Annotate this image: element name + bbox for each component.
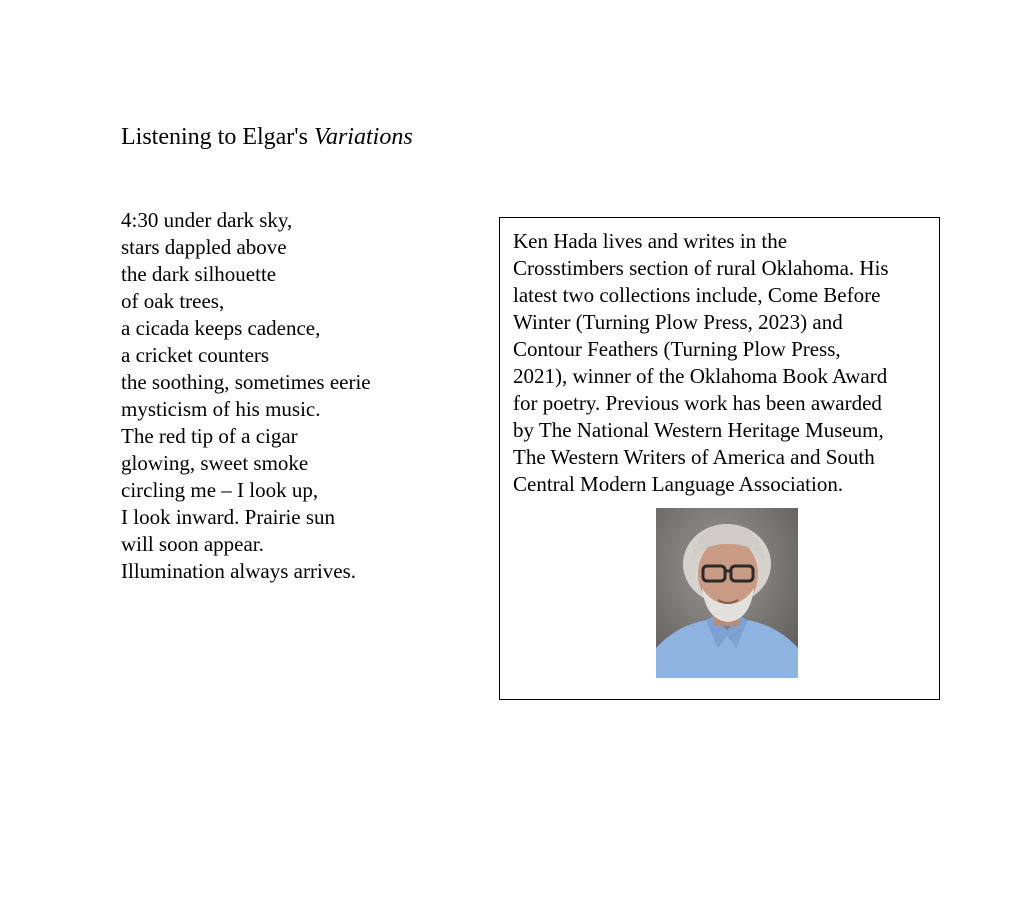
poem-title-text: Listening to Elgar's	[121, 124, 314, 150]
poem-line: mysticism of his music.	[121, 397, 321, 421]
bio-line: Crosstimbers section of rural Oklahoma. His	[513, 256, 889, 280]
poem-title-italic: Variations	[313, 124, 413, 150]
bio-line: for poetry. Previous work has been awarded	[513, 391, 882, 415]
poem-line: will soon appear.	[121, 532, 264, 556]
poem-line: stars dappled above	[121, 235, 287, 259]
bio-line: Winter (Turning Plow Press, 2023) and	[513, 310, 843, 334]
bio-line: Ken Hada lives and writes in the	[513, 229, 788, 253]
poem-line: of oak trees,	[121, 289, 225, 313]
author-bio-text	[513, 228, 937, 498]
poem-line: I look inward. Prairie sun	[121, 505, 336, 529]
poem-line: glowing, sweet smoke	[121, 451, 309, 475]
bio-line: Contour Feathers (Turning Plow Press,	[513, 337, 841, 361]
bio-line: by The National Western Heritage Museum,	[513, 418, 884, 442]
poem-line: a cicada keeps cadence,	[121, 316, 321, 340]
poem-body	[121, 207, 371, 585]
poem-line: a cricket counters	[121, 343, 270, 367]
bio-line: 2021), winner of the Oklahoma Book Award	[513, 364, 888, 388]
bio-line: latest two collections include, Come Before	[513, 283, 881, 307]
author-bio-box	[499, 217, 940, 700]
author-portrait-icon	[656, 508, 798, 678]
poem-title	[121, 122, 413, 152]
poem-line: the soothing, sometimes eerie	[121, 370, 371, 394]
poem-line: Illumination always arrives.	[121, 559, 357, 583]
poem-line: the dark silhouette	[121, 262, 277, 286]
poem-line: circling me – I look up,	[121, 478, 319, 502]
author-photo	[656, 508, 798, 678]
bio-line: The Western Writers of America and South	[513, 445, 875, 469]
poem-line: 4:30 under dark sky,	[121, 208, 293, 232]
poem-line: The red tip of a cigar	[121, 424, 298, 448]
bio-line: Central Modern Language Association.	[513, 472, 844, 496]
